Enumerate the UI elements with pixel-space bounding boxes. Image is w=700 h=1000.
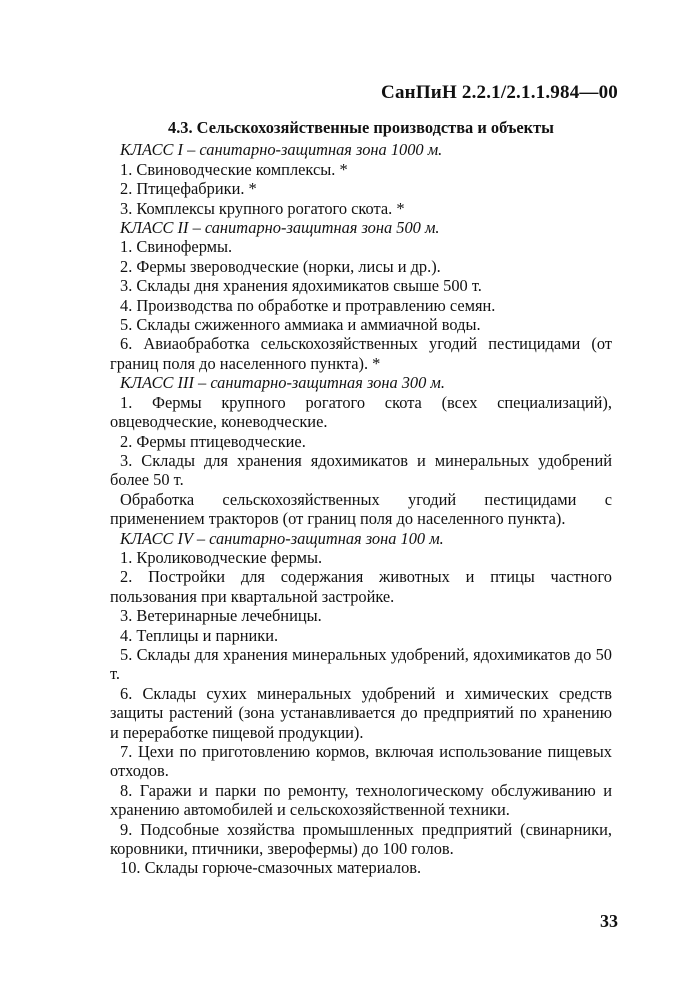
class-3-title: КЛАСС III – санитарно-защитная зона 300 м.: [120, 373, 445, 393]
list-item: 4. Теплицы и парники.: [120, 625, 279, 645]
list-item: 2. Фермы птицеводческие.: [120, 431, 306, 451]
list-item: 4. Производства по обработке и протравлению семян.: [120, 295, 496, 315]
section-heading: 4.3. Сельскохозяйственные производства и объекты: [168, 118, 554, 137]
list-item: 1. Фермы крупного рогатого скота (всех специализаций), овцеводческие, коневодческие.: [110, 392, 612, 432]
document-body: [110, 118, 612, 878]
list-item: 5. Склады сжиженного аммиака и аммиачной воды.: [120, 315, 481, 335]
list-item: 2. Фермы звероводческие (норки, лисы и др.).: [120, 256, 441, 276]
list-item: 7. Цехи по приготовлению кормов, включая использование пищевых отходов.: [110, 742, 612, 781]
list-item: 1. Свинофермы.: [120, 237, 233, 257]
list-item: 9. Подсобные хозяйства промышленных предприятий (свинарники, коровники, птичники, зверофермы) до 100 голов.: [110, 819, 612, 859]
class-1-title: КЛАСС I – санитарно-защитная зона 1000 м.: [120, 140, 443, 160]
list-item: 6. Авиаобработка сельскохозяйственных угодий пестицидами (от границ поля до населенного пункта). *: [110, 334, 612, 373]
list-item: 6. Склады сухих минеральных удобрений и химических средств защиты растений (зона устанавливается до предприятий по хранению и переработке пищевой продукции).: [110, 683, 612, 742]
class-4-title: КЛАСС IV – санитарно-защитная зона 100 м.: [120, 528, 444, 548]
list-item: 1. Кролиководческие фермы.: [120, 547, 323, 567]
class-2-title: КЛАСС II – санитарно-защитная зона 500 м.: [120, 218, 440, 238]
list-item: 2. Птицефабрики. *: [120, 179, 257, 199]
list-item: 3. Комплексы крупного рогатого скота. *: [120, 198, 405, 218]
list-item: 10. Склады горюче-смазочных материалов.: [120, 858, 422, 878]
list-item: 3. Склады для хранения ядохимикатов и минеральных удобрений более 50 т.: [110, 450, 612, 490]
list-item: Обработка сельскохозяйственных угодий пестицидами с применением тракторов (от границ поля до населенного пункта).: [110, 489, 612, 529]
list-item: 2. Постройки для содержания животных и птицы частного пользования при квартальной застройке.: [110, 567, 612, 606]
list-item: 8. Гаражи и парки по ремонту, технологическому обслуживанию и хранению автомобилей и сельскохозяйственной техники.: [110, 780, 612, 820]
list-item: 5. Склады для хранения минеральных удобрений, ядохимикатов до 50 т.: [110, 644, 612, 684]
list-item: 3. Ветеринарные лечебницы.: [120, 606, 322, 626]
document-code: СанПиН 2.2.1/2.1.1.984—00: [381, 82, 618, 103]
list-item: 3. Склады дня хранения ядохимикатов свыше 500 т.: [120, 276, 482, 296]
page-number: 33: [600, 911, 618, 931]
list-item: 1. Свиноводческие комплексы. *: [120, 159, 348, 179]
